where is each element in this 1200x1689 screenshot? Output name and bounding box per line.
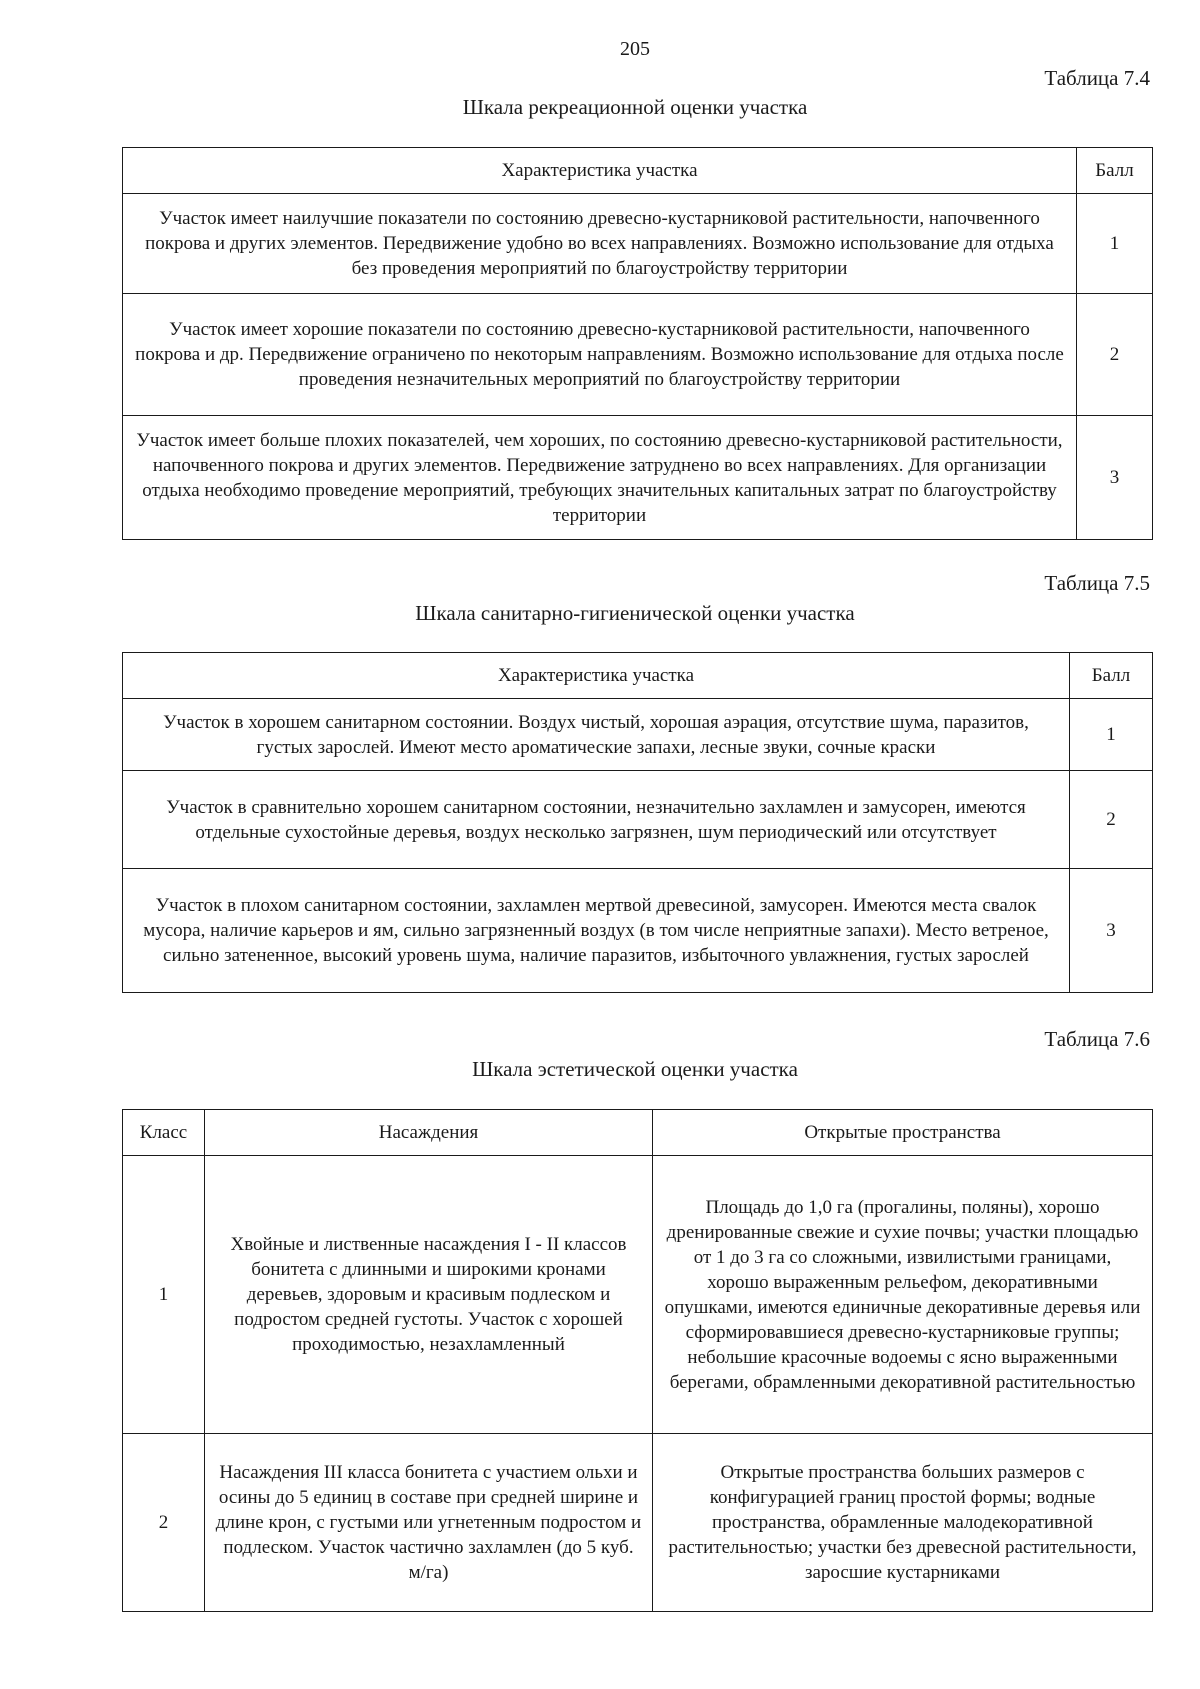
row-description: Участок в плохом санитарном состоянии, захламлен мертвой древесиной, замусорен. Имеются места свалок мусора, наличие карьеров и ям, сильно загрязненный воздух (в том числе неприятные запахи). Место ветреное, сильно затененное, высокий уровень шума, наличие паразитов, избыточного увлажнения, густых зарослей — [123, 869, 1070, 993]
recreational-score-table — [122, 147, 1153, 540]
row-score: 3 — [1077, 416, 1153, 540]
column-header-score: Балл — [1070, 653, 1153, 699]
table-row — [123, 699, 1153, 771]
row-description: Участок имеет больше плохих показателей, чем хороших, по состоянию древесно-кустарниковой растительности, напочвенного покрова и других элементов. Передвижение затруднено во всех направлениях. Для организации отдыха необходимо проведение мероприятий, требующих значительных капитальных затрат по благоустройству территории — [123, 416, 1077, 540]
row-score: 1 — [1070, 699, 1153, 771]
row-description: Участок имеет наилучшие показатели по состоянию древесно-кустарниковой растительности, напочвенного покрова и других элементов. Передвижение удобно во всех направлениях. Возможно использование для отдыха без проведения мероприятий по благоустройству территории — [123, 194, 1077, 294]
row-description: Участок в хорошем санитарном состоянии. Воздух чистый, хорошая аэрация, отсутствие шума, паразитов, густых зарослей. Имеют место ароматические запахи, лесные звуки, сочные краски — [123, 699, 1070, 771]
table-row — [123, 869, 1153, 993]
table-7-6-title: Шкала эстетической оценки участка — [472, 1057, 798, 1081]
row-open-spaces: Площадь до 1,0 га (прогалины, поляны), хорошо дренированные свежие и сухие почвы; участки площадью от 1 до 3 га со сложными, извилистыми границами, хорошо выраженным рельефом, декоративными опушками, имеются единичные декоративные деревья или сформировавшиеся древесно-кустарниковые группы; небольшие красочные водоемы с ясно выраженными берегами, обрамленными декоративной растительностью — [653, 1156, 1153, 1434]
table-header-row — [123, 1110, 1153, 1156]
column-header-characteristic: Характеристика участка — [123, 148, 1077, 194]
aesthetic-score-table — [122, 1109, 1153, 1612]
table-7-5-title: Шкала санитарно-гигиенической оценки участка — [415, 601, 855, 625]
table-row — [123, 294, 1153, 416]
column-header-class: Класс — [123, 1110, 205, 1156]
column-header-plantings: Насаждения — [205, 1110, 653, 1156]
row-description: Участок в сравнительно хорошем санитарном состоянии, незначительно захламлен и замусорен, имеются отдельные сухостойные деревья, воздух несколько загрязнен, шум периодический или отсутствует — [123, 771, 1070, 869]
row-plantings: Хвойные и лиственные насаждения I - II классов бонитета с длинными и широкими кронами деревьев, здоровым и красивым подлеском и подростом средней густоты. Участок с хорошей проходимостью, незахламленный — [205, 1156, 653, 1434]
page-number: 205 — [620, 38, 650, 60]
table-row — [123, 771, 1153, 869]
row-score: 2 — [1070, 771, 1153, 869]
table-row — [123, 194, 1153, 294]
row-score: 1 — [1077, 194, 1153, 294]
sanitary-score-table — [122, 652, 1153, 993]
table-header-row — [123, 148, 1153, 194]
row-description: Участок имеет хорошие показатели по состоянию древесно-кустарниковой растительности, напочвенного покрова и др. Передвижение ограничено по некоторым направлениям. Возможно использование для отдыха после проведения незначительных мероприятий по благоустройству территории — [123, 294, 1077, 416]
column-header-open-spaces: Открытые пространства — [653, 1110, 1153, 1156]
table-7-4-label: Таблица 7.4 — [1044, 66, 1150, 90]
table-7-5-label: Таблица 7.5 — [1044, 571, 1150, 595]
row-score: 2 — [1077, 294, 1153, 416]
row-open-spaces: Открытые пространства больших размеров с конфигурацией границ простой формы; водные пространства, обрамленные малодекоративной растительностью; участки без древесной растительности, заросшие кустарниками — [653, 1434, 1153, 1612]
row-score: 3 — [1070, 869, 1153, 993]
row-class: 1 — [123, 1156, 205, 1434]
table-7-6-label: Таблица 7.6 — [1044, 1027, 1150, 1051]
row-plantings: Насаждения III класса бонитета с участием ольхи и осины до 5 единиц в составе при средней ширине и длине крон, с густыми или угнетенным подростом и подлеском. Участок частично захламлен (до 5 куб. м/га) — [205, 1434, 653, 1612]
row-class: 2 — [123, 1434, 205, 1612]
table-header-row — [123, 653, 1153, 699]
table-row — [123, 416, 1153, 540]
table-row — [123, 1434, 1153, 1612]
column-header-score: Балл — [1077, 148, 1153, 194]
table-7-4-title: Шкала рекреационной оценки участка — [462, 95, 808, 119]
table-row — [123, 1156, 1153, 1434]
column-header-characteristic: Характеристика участка — [123, 653, 1070, 699]
